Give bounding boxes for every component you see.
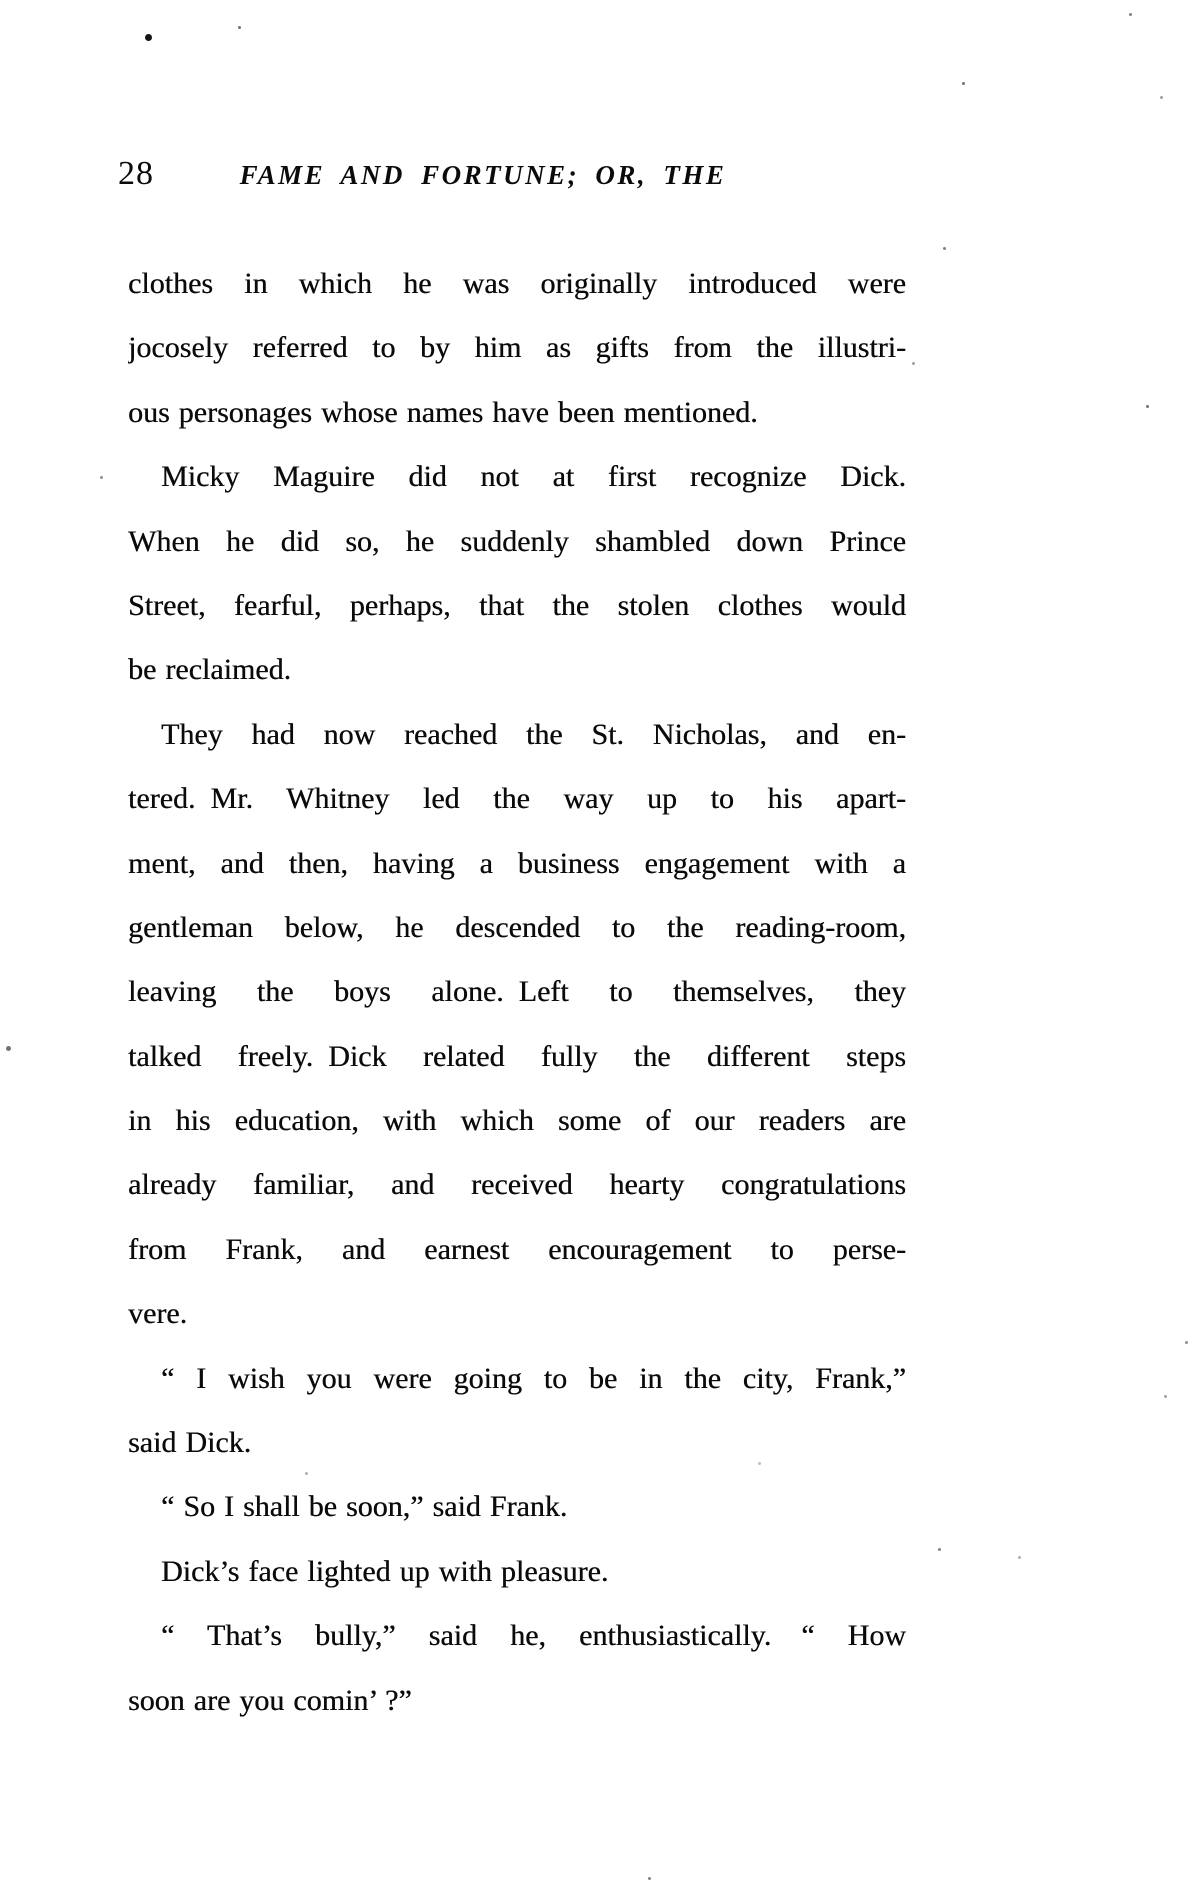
text-line: from Frank, and earnest encouragement to perse- xyxy=(128,1232,906,1266)
text-line: vere. xyxy=(128,1297,188,1331)
text-line: soon are you comin’ ?” xyxy=(128,1683,412,1717)
text-line: Dick’s face lighted up with pleasure. xyxy=(161,1554,609,1588)
paragraph xyxy=(128,1604,906,1733)
text-line: When he did so, he suddenly shambled down Prince xyxy=(128,524,906,558)
text-line: Micky Maguire did not at first recognize Dick. xyxy=(161,460,906,494)
scan-speckles xyxy=(0,0,3,3)
paragraph xyxy=(128,703,906,1347)
text-line: Street, fearful, perhaps, that the stolen clothes would xyxy=(128,588,906,622)
paragraph xyxy=(128,252,906,445)
text-line: “ That’s bully,” said he, enthusiastically. “ How xyxy=(161,1619,906,1653)
text-line: in his education, with which some of our readers are xyxy=(128,1104,906,1138)
text-line: “ I wish you were going to be in the city, Frank,” xyxy=(161,1361,906,1395)
paragraph xyxy=(128,1540,906,1604)
text-line: said Dick. xyxy=(128,1426,252,1460)
text-line: gentleman below, he descended to the reading-room, xyxy=(128,910,906,944)
text-line: clothes in which he was originally introduced were xyxy=(128,267,906,300)
paragraph xyxy=(128,1475,906,1539)
text-line: tered. Mr. Whitney led the way up to his apart- xyxy=(128,782,906,816)
page-number: 28 xyxy=(118,155,154,192)
running-title: FAME AND FORTUNE; OR, THE xyxy=(239,160,727,190)
text-line: be reclaimed. xyxy=(128,653,292,687)
running-header xyxy=(118,155,906,197)
text-line: talked freely. Dick related fully the different steps xyxy=(128,1039,906,1073)
text-line: ment, and then, having a business engagement with a xyxy=(128,846,906,880)
text-line: already familiar, and received hearty congratulations xyxy=(128,1168,906,1202)
text-line: jocosely referred to by him as gifts from the illustri- xyxy=(128,331,906,365)
paragraph xyxy=(128,1347,906,1476)
text-block xyxy=(128,252,906,1733)
text-line: ous personages whose names have been mentioned. xyxy=(128,395,758,429)
text-line: leaving the boys alone. Left to themselves, they xyxy=(128,975,906,1009)
text-line: They had now reached the St. Nicholas, and en- xyxy=(161,717,906,751)
text-line: “ So I shall be soon,” said Frank. xyxy=(161,1490,568,1524)
paragraph xyxy=(128,445,906,703)
